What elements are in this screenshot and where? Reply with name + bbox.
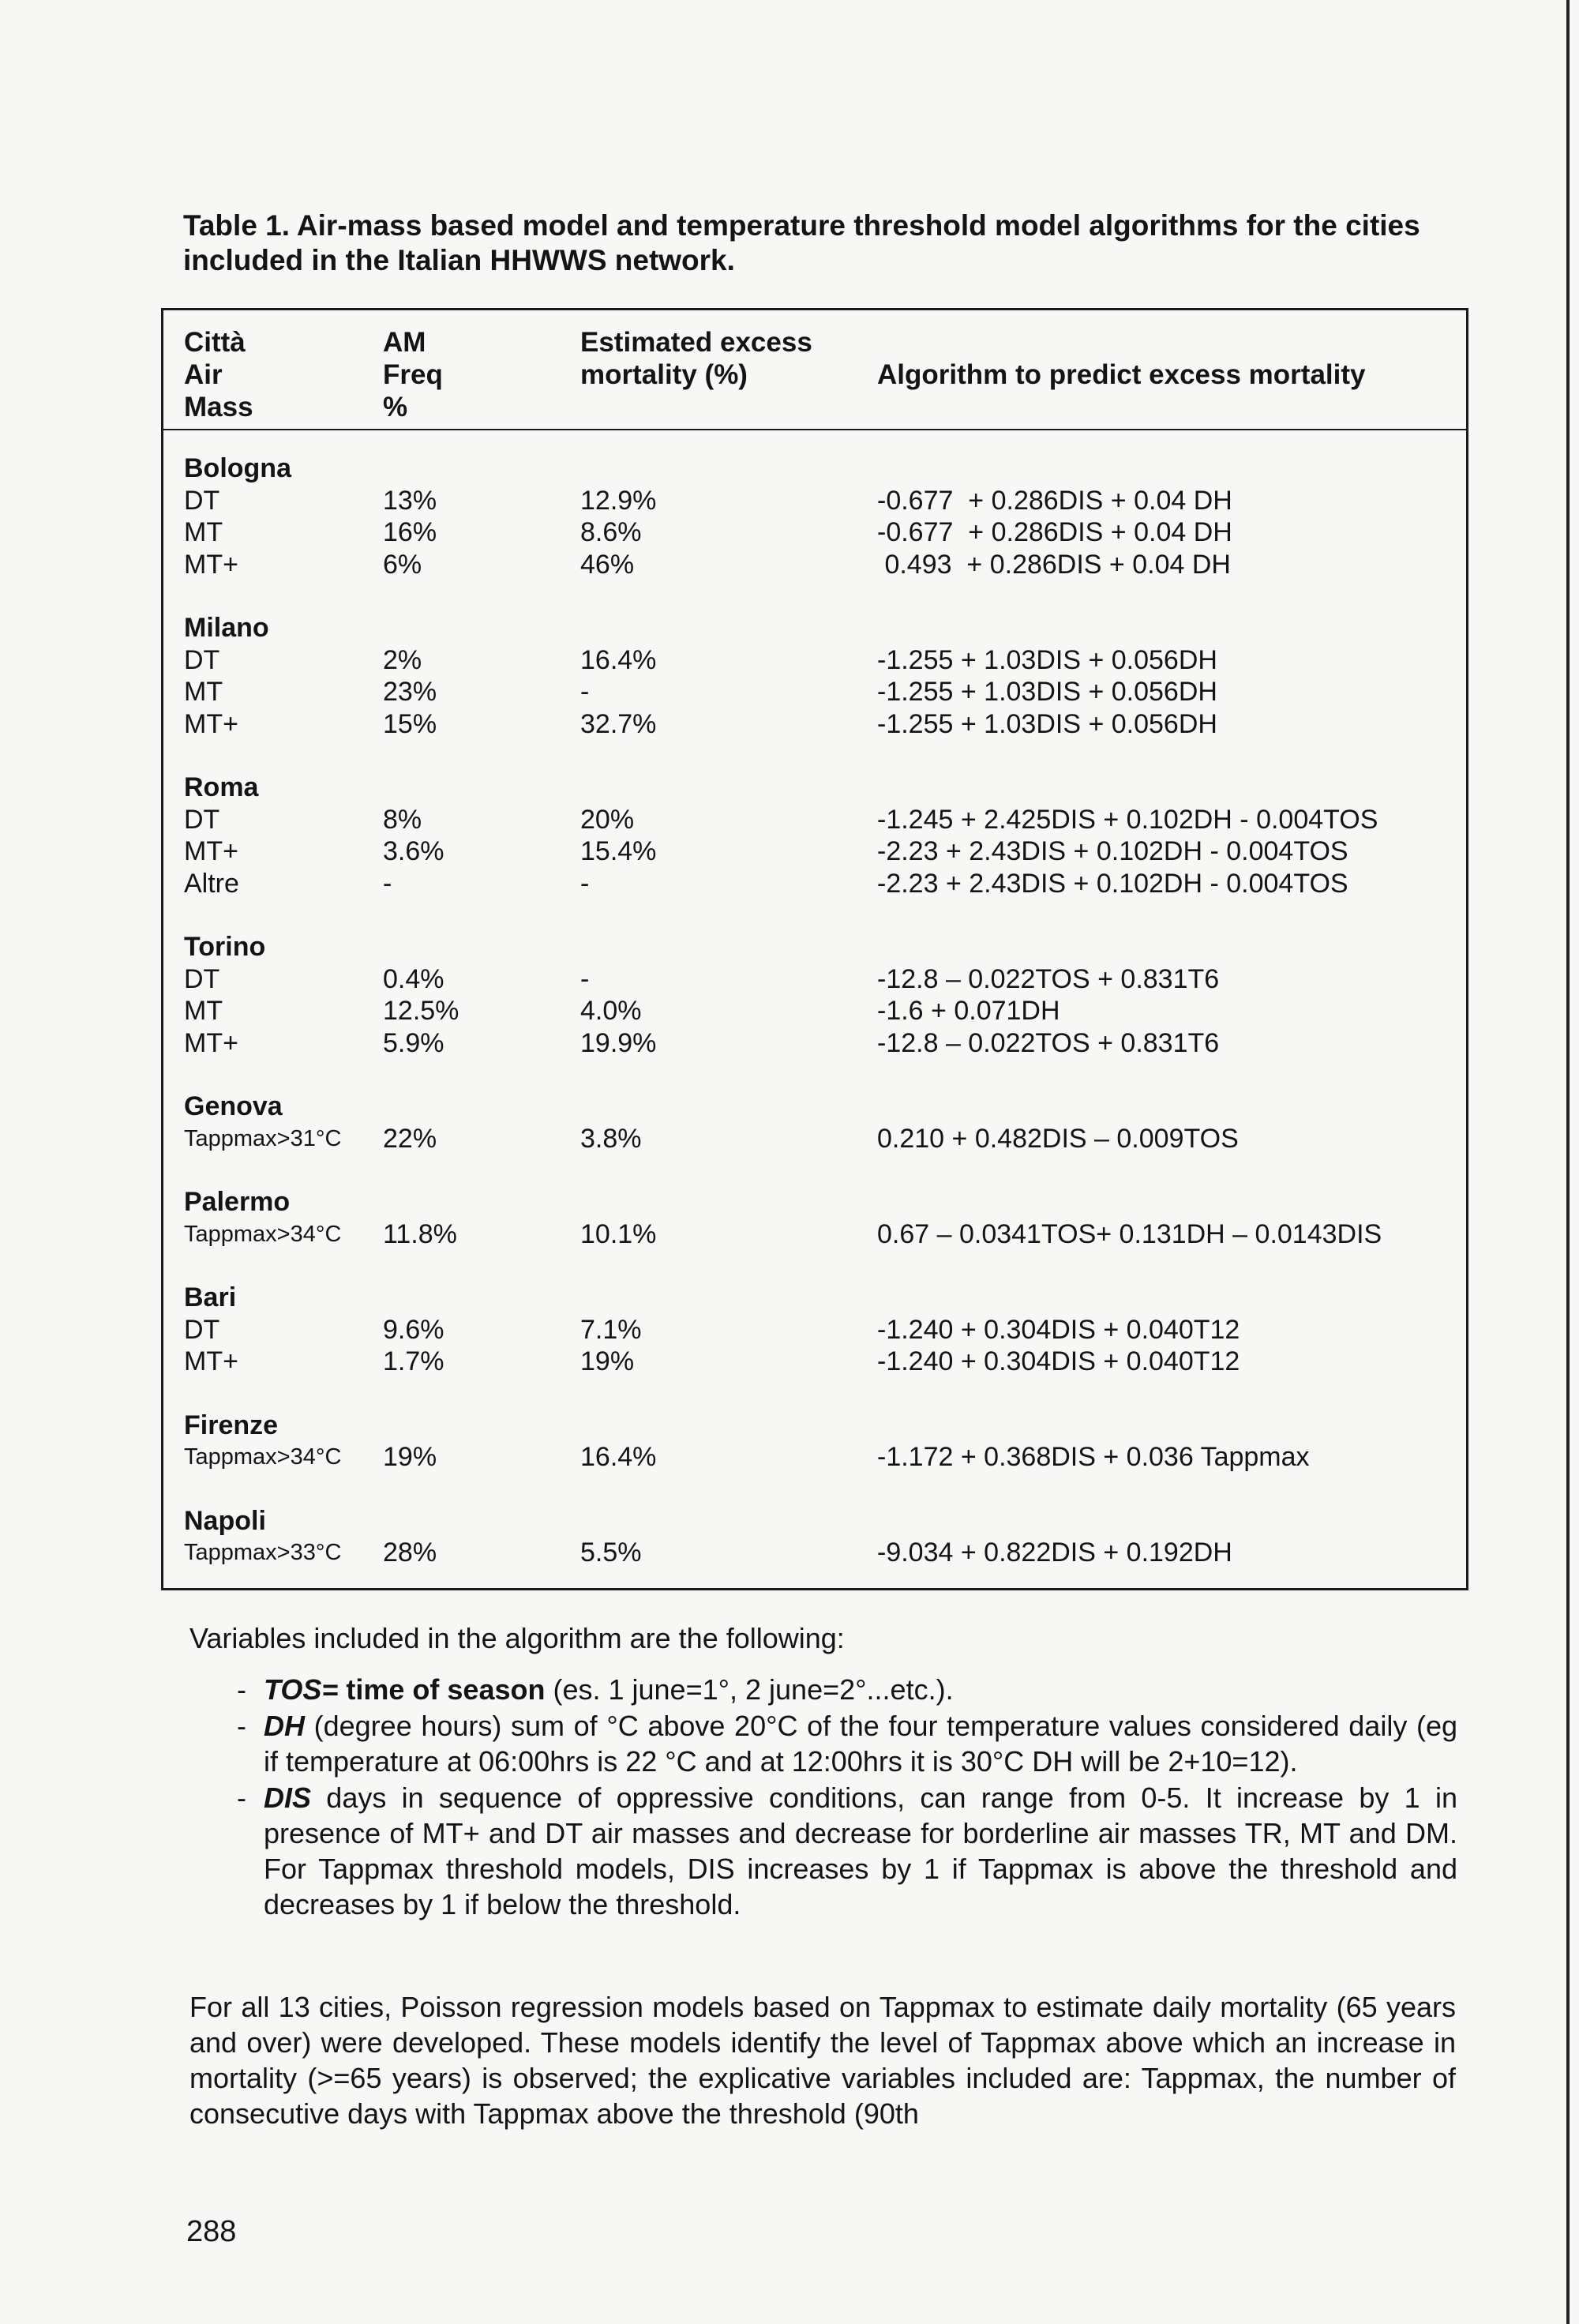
air-mass-cell: Tappmax>31°C <box>184 1125 342 1151</box>
air-mass-cell: MT+ <box>184 549 238 580</box>
table-row <box>163 1441 1466 1474</box>
air-mass-cell: Tappmax>34°C <box>184 1444 342 1470</box>
city-group <box>163 612 1466 740</box>
algorithm-cell: -2.23 + 2.43DIS + 0.102DH - 0.004TOS <box>877 836 1348 866</box>
freq-cell: 6% <box>383 549 422 580</box>
bullet-dash: - <box>237 1710 246 1742</box>
algorithm-cell: 0.493 + 0.286DIS + 0.04 DH <box>877 549 1231 580</box>
city-name: Torino <box>184 932 266 962</box>
air-mass-cell: Tappmax>33°C <box>184 1540 342 1565</box>
header-col-city <box>184 326 253 423</box>
header-text: AM <box>383 327 426 358</box>
air-mass-cell: DT <box>184 804 220 835</box>
freq-cell: 16% <box>383 517 437 547</box>
air-mass-cell: MT+ <box>184 708 238 739</box>
freq-cell: 11.8% <box>383 1218 457 1249</box>
freq-cell: 15% <box>383 708 437 739</box>
header-col-algorithm <box>877 359 1365 391</box>
freq-cell: 9.6% <box>383 1314 444 1345</box>
city-name: Roma <box>184 772 259 802</box>
air-mass-cell: MT <box>184 517 223 547</box>
header-text: Mass <box>184 392 253 422</box>
variables-intro: Variables included in the algorithm are the following: <box>189 1622 845 1654</box>
variable-description: (es. 1 june=1°, 2 june=2°...etc.). <box>545 1673 954 1706</box>
algorithm-cell: -0.677 + 0.286DIS + 0.04 DH <box>877 485 1232 516</box>
algorithm-cell: -12.8 – 0.022TOS + 0.831T6 <box>877 1027 1220 1058</box>
air-mass-cell: MT+ <box>184 836 238 866</box>
list-item <box>237 1708 1457 1779</box>
table-row <box>163 1123 1466 1155</box>
air-mass-cell: DT <box>184 485 220 516</box>
header-text: Città <box>184 327 246 358</box>
variables-list <box>237 1672 1457 1923</box>
table-body <box>163 452 1466 1601</box>
list-item <box>237 1780 1457 1922</box>
city-group <box>163 452 1466 580</box>
air-mass-cell: DT <box>184 1314 220 1345</box>
header-col-freq <box>383 326 443 423</box>
header-col-excess <box>580 326 812 391</box>
city-group <box>163 1091 1466 1154</box>
city-name: Firenze <box>184 1410 279 1440</box>
excess-mortality-cell: 10.1% <box>580 1218 657 1249</box>
city-group <box>163 772 1466 899</box>
variable-term: DH <box>264 1710 305 1742</box>
freq-cell: 23% <box>383 677 437 707</box>
city-name: Bologna <box>184 453 291 483</box>
table-row <box>163 804 1466 836</box>
excess-mortality-cell: - <box>580 963 590 994</box>
algorithm-cell: -1.255 + 1.03DIS + 0.056DH <box>877 677 1217 707</box>
excess-mortality-cell: - <box>580 677 590 707</box>
excess-mortality-cell: 12.9% <box>580 485 657 516</box>
bullet-dash: - <box>237 1781 246 1814</box>
algorithm-cell: -1.255 + 1.03DIS + 0.056DH <box>877 708 1217 739</box>
city-group <box>163 931 1466 1059</box>
header-text: Freq <box>383 359 443 390</box>
excess-mortality-cell: 15.4% <box>580 836 657 866</box>
excess-mortality-cell: 4.0% <box>580 996 642 1026</box>
city-name-row <box>163 1282 1466 1314</box>
table-row <box>163 676 1466 708</box>
city-name: Milano <box>184 613 269 643</box>
city-name-row <box>163 1505 1466 1537</box>
excess-mortality-cell: 8.6% <box>580 517 642 547</box>
city-name-row <box>163 452 1466 485</box>
algorithm-cell: -1.255 + 1.03DIS + 0.056DH <box>877 644 1217 675</box>
air-mass-cell: MT <box>184 677 223 707</box>
city-name-row <box>163 1186 1466 1218</box>
city-name-row <box>163 612 1466 644</box>
table-row <box>163 995 1466 1027</box>
air-mass-cell: MT+ <box>184 1346 238 1376</box>
freq-cell: 28% <box>383 1537 437 1567</box>
freq-cell: 5.9% <box>383 1027 444 1058</box>
city-name: Bari <box>184 1282 237 1312</box>
excess-mortality-cell: 16.4% <box>580 1442 657 1472</box>
air-mass-cell: MT+ <box>184 1027 238 1058</box>
table-row <box>163 485 1466 517</box>
table-row <box>163 963 1466 996</box>
algorithm-cell: -2.23 + 2.43DIS + 0.102DH - 0.004TOS <box>877 868 1348 899</box>
freq-cell: - <box>383 868 392 899</box>
algorithm-cell: -1.6 + 0.071DH <box>877 996 1060 1026</box>
excess-mortality-cell: 46% <box>580 549 635 580</box>
air-mass-cell: DT <box>184 963 220 994</box>
algorithm-cell: -1.240 + 0.304DIS + 0.040T12 <box>877 1346 1240 1376</box>
excess-mortality-cell: 3.8% <box>580 1123 642 1154</box>
city-name-row <box>163 772 1466 804</box>
algorithm-cell: 0.210 + 0.482DIS – 0.009TOS <box>877 1123 1239 1154</box>
excess-mortality-cell: 20% <box>580 804 635 835</box>
city-name-row <box>163 1410 1466 1442</box>
table-row <box>163 868 1466 900</box>
table-row <box>163 1027 1466 1060</box>
table-row <box>163 644 1466 677</box>
city-name: Palermo <box>184 1187 291 1217</box>
freq-cell: 12.5% <box>383 996 459 1026</box>
excess-mortality-cell: 19% <box>580 1346 635 1376</box>
algorithm-cell: -12.8 – 0.022TOS + 0.831T6 <box>877 963 1220 994</box>
excess-mortality-cell: 16.4% <box>580 644 657 675</box>
variable-term-rest: time of season <box>338 1673 546 1706</box>
body-paragraph: For all 13 cities, Poisson regression models based on Tappmax to estimate daily mortality (65 years and over) were developed. These models identify the level of Tappmax above which an increase in mortality (>=65 years) is observed; the explicative variables included are: Tappmax, the number of consecutive days with Tappmax above the threshold (90th <box>189 1991 1456 2130</box>
data-table <box>161 308 1468 1590</box>
algorithm-cell: -9.034 + 0.822DIS + 0.192DH <box>877 1537 1232 1567</box>
table-caption: Table 1. Air-mass based model and temperature threshold model algorithms for the cities included in the Italian HHWWS network. <box>183 209 1420 276</box>
city-name-row <box>163 931 1466 963</box>
table-row <box>163 549 1466 581</box>
excess-mortality-cell: - <box>580 868 590 899</box>
freq-cell: 8% <box>383 804 422 835</box>
algorithm-cell: -0.677 + 0.286DIS + 0.04 DH <box>877 517 1232 547</box>
variable-term: DIS <box>264 1781 312 1814</box>
city-name-row <box>163 1091 1466 1123</box>
algorithm-cell: -1.245 + 2.425DIS + 0.102DH - 0.004TOS <box>877 804 1378 835</box>
header-text: Estimated excess <box>580 327 812 358</box>
air-mass-cell: Tappmax>34°C <box>184 1221 342 1247</box>
excess-mortality-cell: 32.7% <box>580 708 657 739</box>
algorithm-cell: 0.67 – 0.0341TOS+ 0.131DH – 0.0143DIS <box>877 1218 1382 1249</box>
header-text: Algorithm to predict excess mortality <box>877 359 1366 390</box>
variable-description: (degree hours) sum of °C above 20°C of the four temperature values considered daily (eg if temperature at 06:00hrs is 22 °C and at 12:00hrs it is 30°C DH will be 2+10=12). <box>264 1710 1457 1778</box>
freq-cell: 19% <box>383 1442 437 1472</box>
air-mass-cell: Altre <box>184 868 239 899</box>
city-name: Genova <box>184 1091 283 1121</box>
variable-term: TOS= <box>264 1673 339 1706</box>
header-text: % <box>383 392 408 422</box>
excess-mortality-cell: 19.9% <box>580 1027 657 1058</box>
table-row <box>163 835 1466 868</box>
city-group <box>163 1282 1466 1378</box>
bullet-dash: - <box>237 1673 246 1706</box>
city-group <box>163 1505 1466 1569</box>
excess-mortality-cell: 7.1% <box>580 1314 642 1345</box>
header-divider <box>163 429 1466 430</box>
table-row <box>163 708 1466 741</box>
table-row <box>163 1314 1466 1346</box>
header-text: mortality (%) <box>580 359 748 390</box>
air-mass-cell: DT <box>184 644 220 675</box>
city-group <box>163 1410 1466 1474</box>
city-name: Napoli <box>184 1505 266 1536</box>
table-row <box>163 1218 1466 1251</box>
city-group <box>163 1186 1466 1250</box>
excess-mortality-cell: 5.5% <box>580 1537 642 1567</box>
page-number: 288 <box>186 2215 237 2248</box>
table-row <box>163 1346 1466 1378</box>
freq-cell: 13% <box>383 485 437 516</box>
freq-cell: 3.6% <box>383 836 444 866</box>
air-mass-cell: MT <box>184 996 223 1026</box>
freq-cell: 22% <box>383 1123 437 1154</box>
variable-description: days in sequence of oppressive conditions, can range from 0-5. It increase by 1 in presence of MT+ and DT air masses and decrease for borderline air masses TR, MT and DM. For Tappmax threshold models, DIS increases by 1 if Tappmax is above the threshold and decreases by 1 if below the threshold. <box>264 1781 1457 1920</box>
page-edge-shadow <box>1566 0 1570 2324</box>
algorithm-cell: -1.240 + 0.304DIS + 0.040T12 <box>877 1314 1240 1345</box>
freq-cell: 2% <box>383 644 422 675</box>
header-text: Air <box>184 359 223 390</box>
table-row <box>163 516 1466 549</box>
table-row <box>163 1537 1466 1569</box>
freq-cell: 0.4% <box>383 963 444 994</box>
freq-cell: 1.7% <box>383 1346 444 1376</box>
algorithm-cell: -1.172 + 0.368DIS + 0.036 Tappmax <box>877 1442 1310 1472</box>
list-item <box>237 1672 1457 1707</box>
